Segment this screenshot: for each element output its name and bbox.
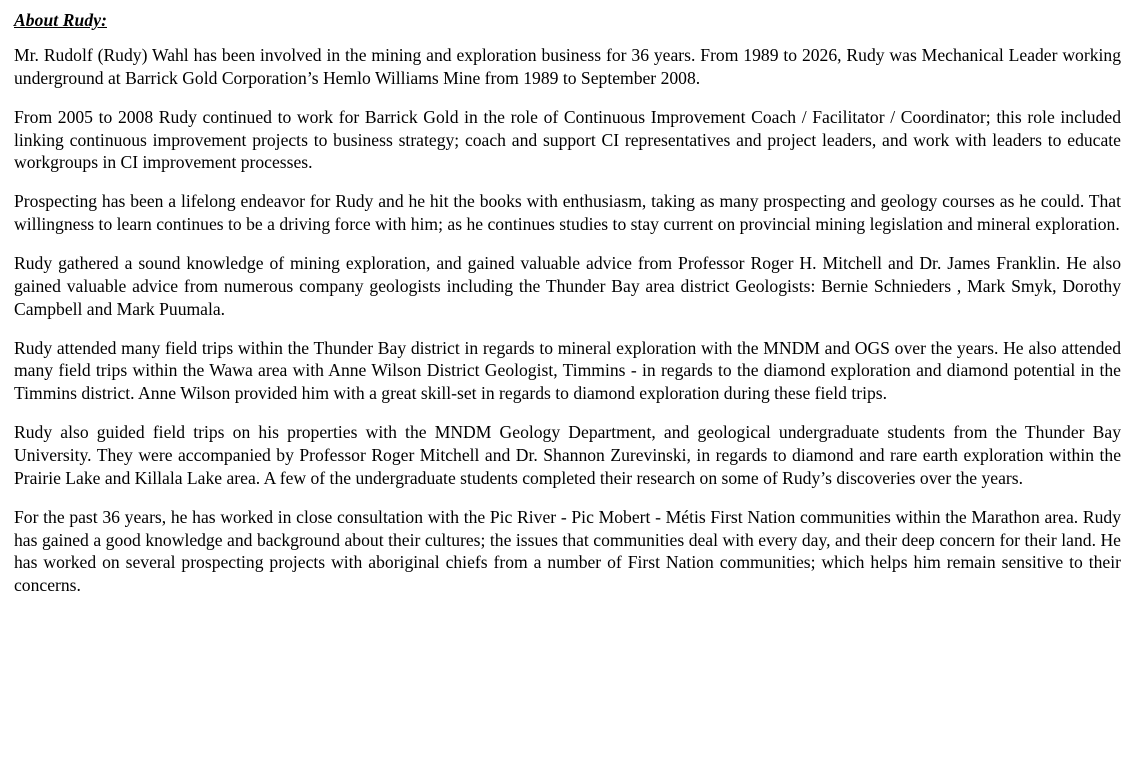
paragraph-mentors-geologists: Rudy gathered a sound knowledge of mining exploration, and gained valuable advice from Professor Roger H. Mitchell and Dr. James Franklin. He also gained valuable advice from numerous company geologists including the Thunder Bay area district Geologists: Bernie Schnieders , Mark Smyk, Dorothy Campbell and Mark Puumala. <box>14 253 1121 319</box>
paragraph-guided-field-trips: Rudy also guided field trips on his properties with the MNDM Geology Department, and geological undergraduate students from the Thunder Bay University. They were accompanied by Professor Roger Mitchell and Dr. Shannon Zurevinski, in regards to diamond and rare earth exploration within the Prairie Lake and Killala Lake area. A few of the undergraduate students completed their research on some of Rudy’s discoveries over the years. <box>14 422 1121 488</box>
paragraph-prospecting-education: Prospecting has been a lifelong endeavor for Rudy and he hit the books with enthusiasm, taking as many prospecting and geology courses as he could. That willingness to learn continues to be a driving force with him; as he continues studies to stay current on provincial mining legislation and mineral exploration. <box>14 191 1121 235</box>
paragraph-field-trips: Rudy attended many field trips within the Thunder Bay district in regards to mineral exploration with the MNDM and OGS over the years. He also attended many field trips within the Wawa area with Anne Wilson District Geologist, Timmins - in regards to the diamond exploration and diamond potential in the Timmins district. Anne Wilson provided him with a great skill-set in regards to diamond exploration during these field trips. <box>14 337 1121 404</box>
paragraph-first-nations-consultation: For the past 36 years, he has worked in close consultation with the Pic River - Pic Mobert - Métis First Nation communities within the Marathon area. Rudy has gained a good knowledge and background about their cultures; the issues that communities deal with every day, and their deep concern for their land. He has worked on several prospecting projects with aboriginal chiefs from a number of First Nation communities; which helps him remain sensitive to their concerns. <box>14 506 1121 596</box>
paragraph-barrick-role: From 2005 to 2008 Rudy continued to work for Barrick Gold in the role of Continuous Improvement Coach / Facilitator / Coordinator; this role included linking continuous improvement projects to business strategy; coach and support CI representatives and project leaders, and work with leaders to educate workgroups in CI improvement processes. <box>14 106 1121 173</box>
page-title: About Rudy: <box>14 10 107 30</box>
paragraph-biography-intro: Mr. Rudolf (Rudy) Wahl has been involved in the mining and exploration business for 36 years. From 1989 to 2026, Rudy was Mechanical Leader working underground at Barrick Gold Corporation’s Hemlo Williams Mine from 1989 to September 2008. <box>14 45 1121 88</box>
